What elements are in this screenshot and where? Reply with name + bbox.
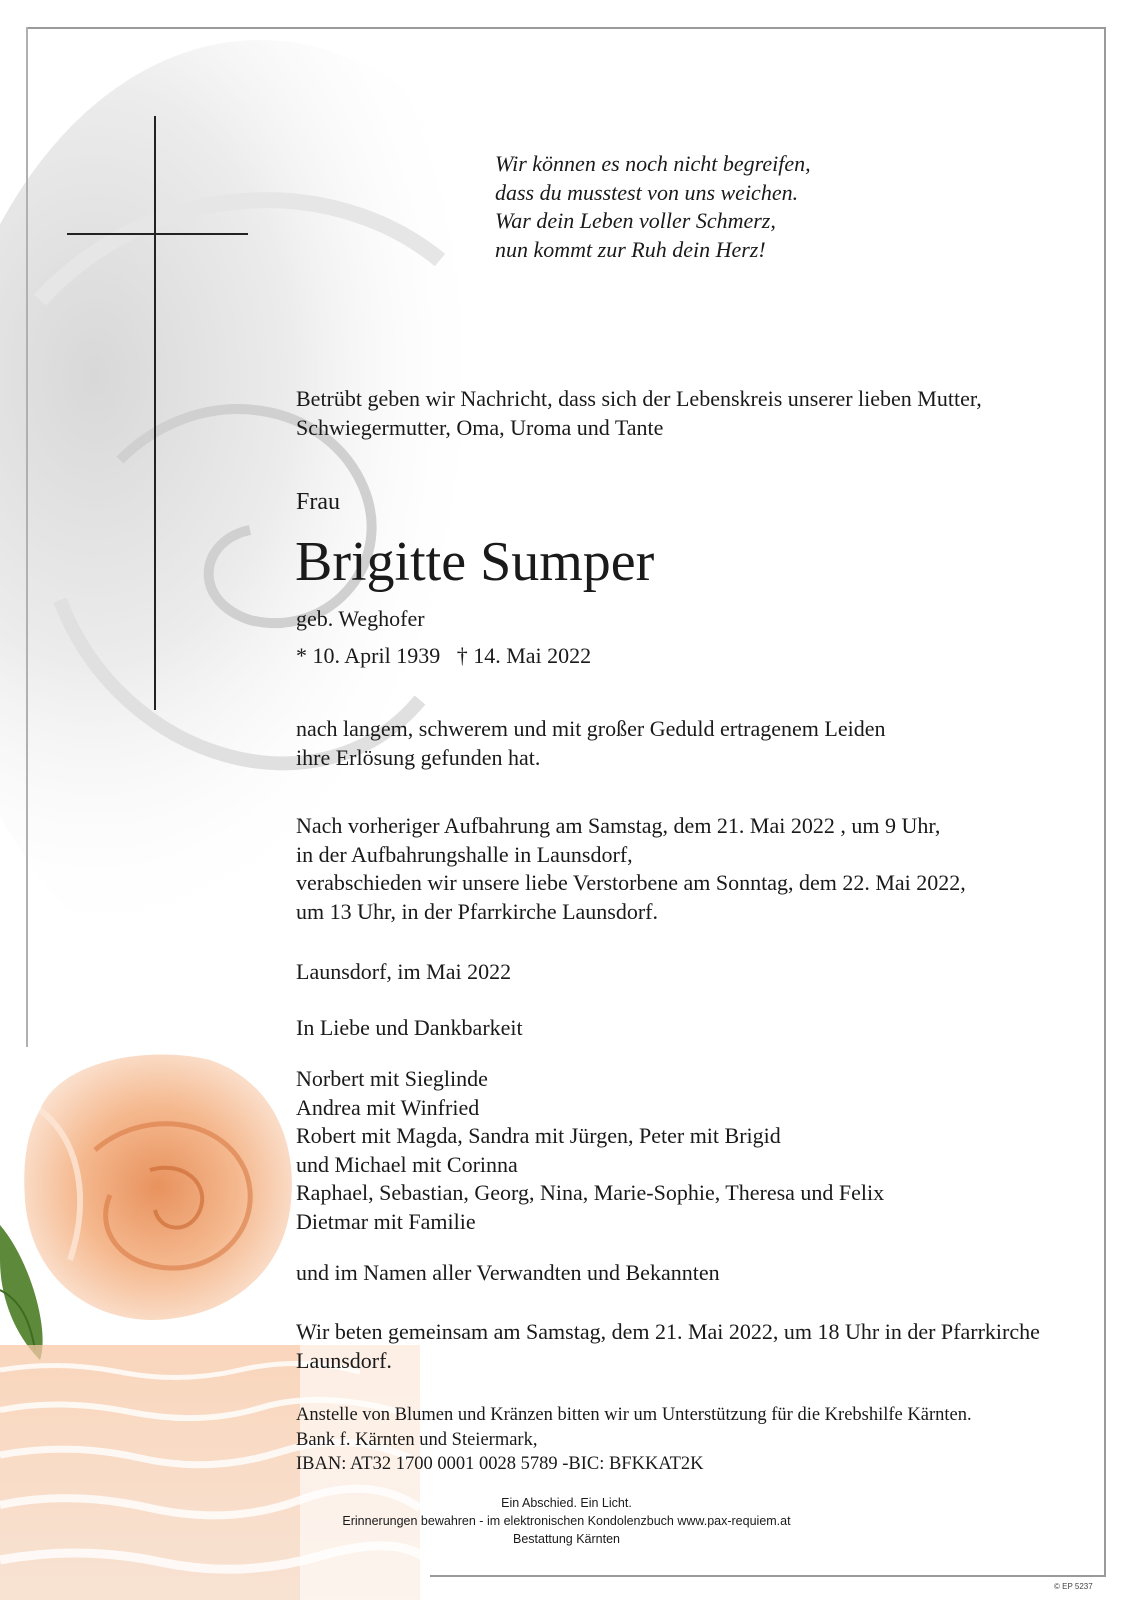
cross-icon-horizontal xyxy=(67,233,248,235)
footer-line: Bestattung Kärnten xyxy=(512,1532,621,1546)
memorial-poem xyxy=(495,150,811,264)
prayer-text: Wir beten gemeinsam am Samstag, dem 21. Mai 2022, um 18 Uhr in der Pfarrkirche Launsdorf. xyxy=(296,1319,1040,1373)
place-date: Launsdorf, im Mai 2022 xyxy=(296,959,512,984)
announcement-intro: Betrübt geben wir Nachricht, dass sich der Lebenskreis unserer lieben Mutter, Schwiegermutter, Oma, Uroma und Tante xyxy=(296,386,982,440)
copyright-mark: © EP 5237 xyxy=(1054,1582,1093,1591)
poem-line: Wir können es noch nicht begreifen, xyxy=(495,151,811,176)
suffering-text: nach langem, schwerem und mit großer Geduld ertragenem Leiden ihre Erlösung gefunden hat. xyxy=(296,716,886,770)
list-item: Andrea mit Winfried xyxy=(296,1094,480,1120)
ceremony-text: Nach vorheriger Aufbahrung am Samstag, dem 21. Mai 2022 , um 9 Uhr, in der Aufbahrungshalle in Launsdorf, verabschieden wir unsere liebe Verstorbene am Sonntag, dem 22. Mai 2022, um 13 Uhr, in der Pfarrkirche Launsdorf. xyxy=(296,813,966,924)
frame-bottom-line xyxy=(430,1575,1106,1577)
list-item: Robert mit Magda, Sandra mit Jürgen, Peter mit Brigid xyxy=(296,1123,781,1148)
list-item: Norbert mit Sieglinde xyxy=(296,1066,488,1091)
frame-left-line xyxy=(26,27,28,1047)
deceased-name: Brigitte Sumper xyxy=(295,531,655,593)
list-item: Raphael, Sebastian, Georg, Nina, Marie-Sophie, Theresa und Felix xyxy=(296,1180,885,1205)
family-list xyxy=(296,1065,884,1236)
frame-right-line xyxy=(1104,27,1106,1577)
poem-line: War dein Leben voller Schmerz, xyxy=(495,208,776,233)
frame-top-line xyxy=(26,27,1106,29)
footer xyxy=(320,1494,813,1548)
cross-icon-vertical xyxy=(154,116,156,710)
donation-text: Anstelle von Blumen und Kränzen bitten wir um Unterstützung für die Krebshilfe Kärnten. Bank f. Kärnten und Steiermark, IBAN: AT32 1700 0001 0028 5789 -BIC: BFKKAT2K xyxy=(296,1405,972,1474)
poem-line: dass du musstest von uns weichen. xyxy=(495,179,799,205)
list-item: Dietmar mit Familie xyxy=(296,1208,476,1234)
salutation: Frau xyxy=(296,489,340,515)
maiden-name: geb. Weghofer xyxy=(296,606,425,631)
life-dates: * 10. April 1939 † 14. Mai 2022 xyxy=(296,643,592,668)
footer-line: Ein Abschied. Ein Licht. xyxy=(501,1496,632,1510)
list-item: und Michael mit Corinna xyxy=(296,1151,518,1177)
footer-line: Erinnerungen bewahren - im elektronischen Kondolenzbuch www.pax-requiem.at xyxy=(342,1514,791,1528)
relatives-line: und im Namen aller Verwandten und Bekannten xyxy=(296,1260,720,1285)
gratitude-line: In Liebe und Dankbarkeit xyxy=(296,1015,523,1040)
poem-line: nun kommt zur Ruh dein Herz! xyxy=(495,236,766,262)
